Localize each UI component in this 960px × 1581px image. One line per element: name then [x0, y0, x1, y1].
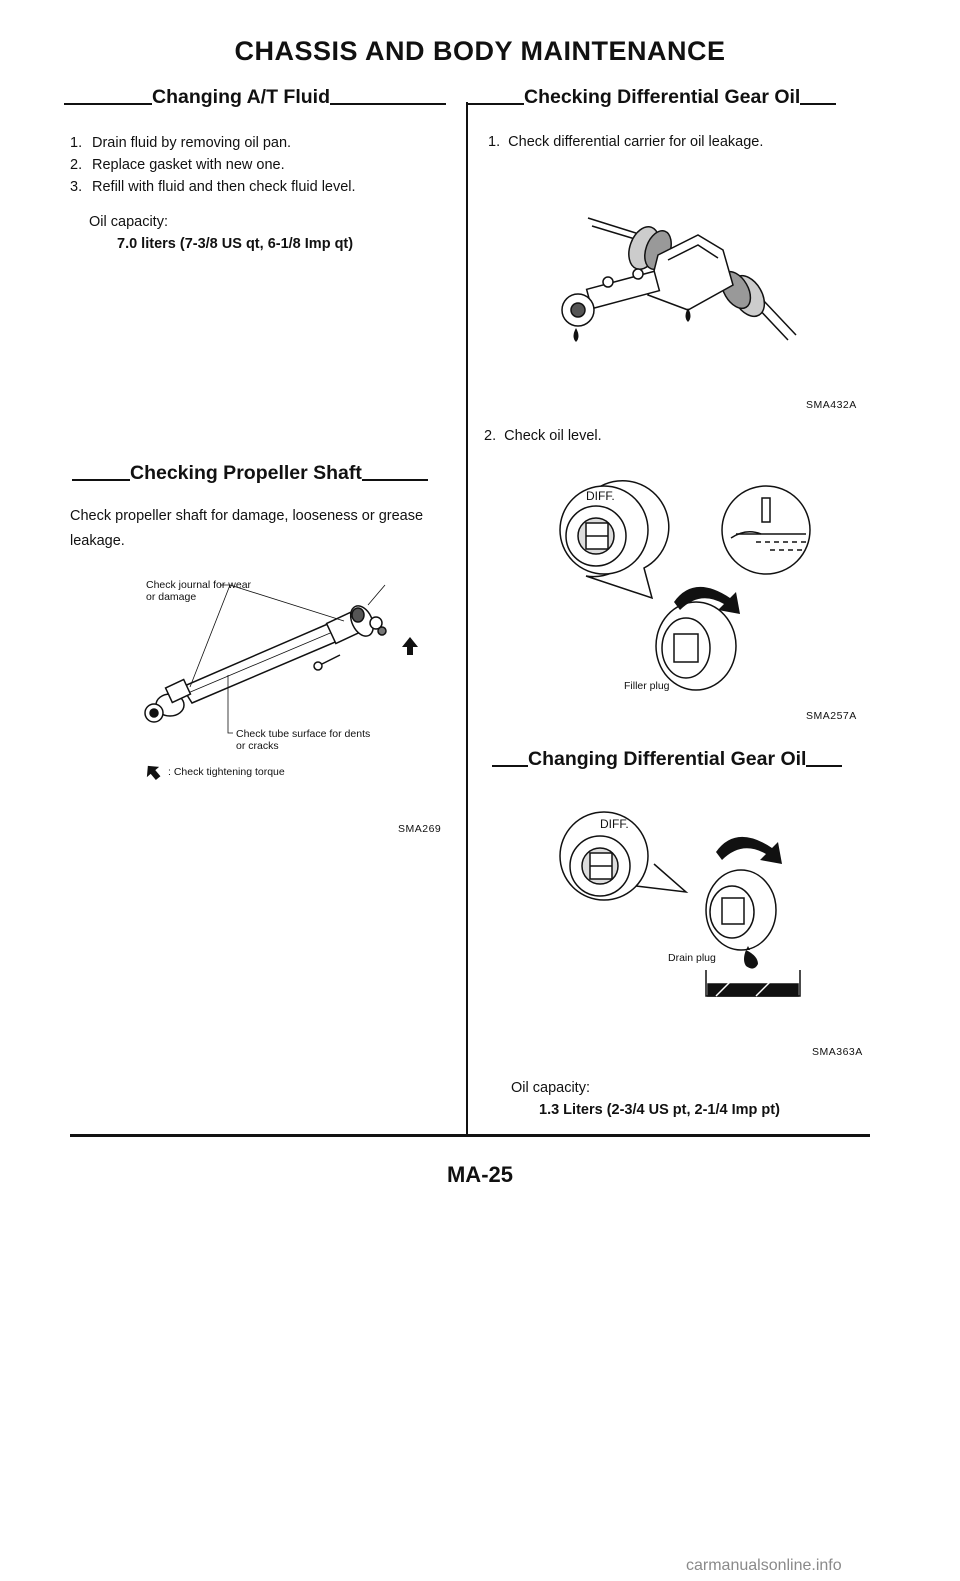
at-fluid-capacity-label: Oil capacity: [89, 214, 168, 230]
heading-text: Changing Differential Gear Oil [528, 748, 807, 770]
page-title: CHASSIS AND BODY MAINTENANCE [234, 36, 726, 66]
figure-code: SMA363A [812, 1046, 863, 1058]
heading-rule-left [72, 479, 130, 481]
diff-capacity-label: Oil capacity: [511, 1080, 590, 1096]
heading-rule-right [806, 765, 842, 767]
filler-plug-label: Filler plug [624, 680, 670, 692]
page-number: MA-25 [446, 1162, 513, 1187]
callout-check-tube: Check tube surface for dents or cracks [236, 728, 371, 752]
propeller-shaft-paragraph: Check propeller shaft for damage, looseness or grease leakage. [70, 508, 424, 549]
oil-level-illustration [556, 478, 826, 708]
heading-rule-left [468, 103, 524, 105]
torque-arrow-icon [144, 763, 162, 781]
list-item: 2. Replace gasket with new one. [70, 157, 285, 173]
list-item: 3. Refill with fluid and then check fluid level. [70, 179, 356, 195]
figure-code: SMA257A [806, 710, 857, 722]
section-heading-propeller-shaft [72, 462, 428, 485]
drain-oil-illustration [556, 800, 826, 1030]
check-diff-step-2: 2. Check oil level. [484, 428, 602, 444]
heading-rule-right [362, 479, 428, 481]
figure-code: SMA432A [806, 399, 857, 411]
drain-plug-label: Drain plug [668, 952, 716, 964]
column-divider [466, 102, 468, 1134]
check-diff-step-1: 1. Check differential carrier for oil leakage. [488, 134, 764, 150]
footer-rule [70, 1134, 870, 1137]
heading-rule-right [330, 103, 446, 105]
list-item: 1. Drain fluid by removing oil pan. [70, 135, 292, 151]
torque-legend [144, 763, 285, 781]
diff-capacity-value: 1.3 Liters (2-3/4 US pt, 2-1/4 Imp pt) [539, 1102, 780, 1118]
legend-text: : Check tightening torque [168, 766, 285, 778]
heading-text: Checking Propeller Shaft [130, 462, 362, 484]
section-heading-check-diff-oil [468, 86, 836, 109]
diff-label: DIFF. [600, 817, 629, 831]
at-fluid-steps [70, 135, 356, 201]
section-heading-at-fluid [64, 86, 446, 109]
heading-rule-left [64, 103, 152, 105]
heading-rule-right [800, 103, 836, 105]
callout-check-journal: Check journal for wear or damage [146, 579, 252, 603]
at-fluid-capacity-value: 7.0 liters (7-3/8 US qt, 6-1/8 Imp qt) [117, 236, 354, 252]
watermark: carmanualsonline.info [686, 1557, 842, 1574]
heading-rule-left [492, 765, 528, 767]
heading-text: Checking Differential Gear Oil [524, 86, 801, 108]
differential-carrier-illustration [548, 210, 798, 345]
section-heading-change-diff-oil [492, 748, 842, 771]
heading-text: Changing A/T Fluid [152, 86, 330, 108]
diff-label: DIFF. [586, 489, 615, 503]
figure-code: SMA269 [398, 823, 442, 835]
